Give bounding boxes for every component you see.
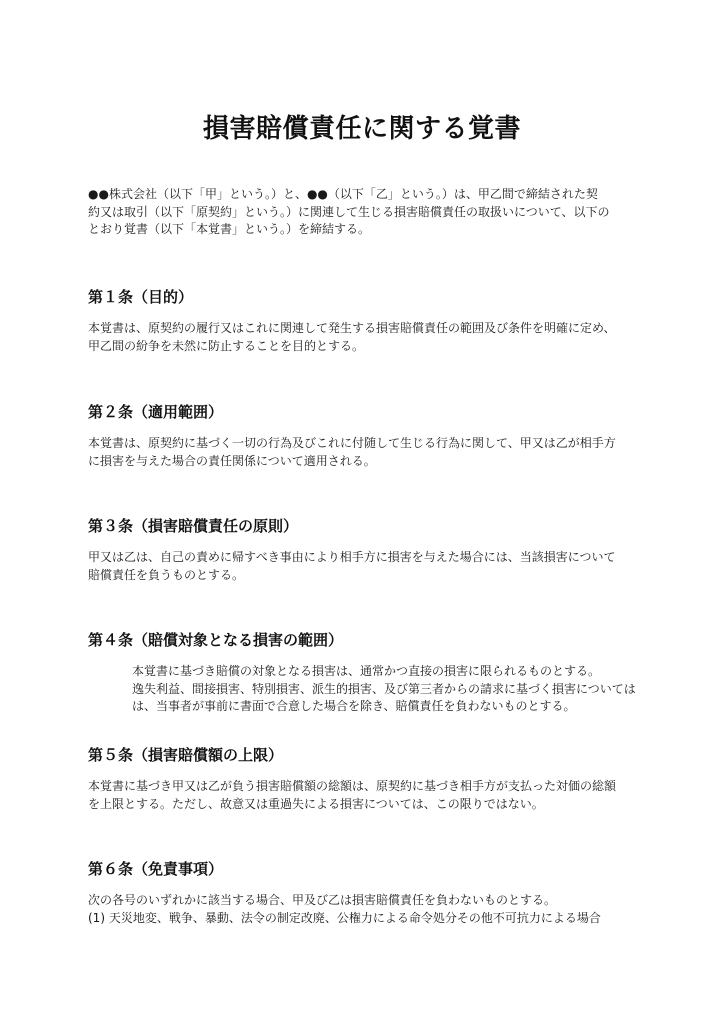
article-4-heading: 第４条（賠償対象となる損害の範囲） — [88, 631, 344, 649]
preamble-line: ●●株式会社（以下「甲」という。）と、●●（以下「乙」という。）は、甲乙間で締結された契 — [88, 187, 598, 201]
article-line: 本覚書に基づき甲又は乙が負う損害賠償額の総額は、原契約に基づき相手方が支払った対価の総額 — [88, 779, 617, 793]
article-4-body — [132, 663, 642, 716]
article-1-heading: 第１条（目的） — [88, 288, 194, 306]
article-1-body — [88, 320, 640, 355]
article-line: 本覚書は、原契約に基づく一切の行為及びこれに付随して生じる行為に関して、甲又は乙が相手方 — [88, 436, 616, 450]
article-2-body — [88, 435, 640, 470]
article-line: 次の各号のいずれかに該当する場合、甲及び乙は損害賠償責任を負わないものとする。 — [88, 893, 557, 907]
article-2-heading: 第２条（適用範囲） — [88, 403, 224, 421]
preamble-line: 約又は取引（以下「原契約」という。）に関連して生じる損害賠償責任の取扱いについて、以下の — [88, 204, 610, 219]
article-6-body — [88, 892, 640, 927]
article-5-body — [88, 778, 640, 813]
article-3-body — [88, 549, 640, 584]
article-line: 甲乙間の紛争を未然に防止することを目的とする。 — [88, 338, 365, 353]
article-3-heading: 第３条（損害賠償責任の原則） — [88, 517, 299, 535]
article-line: を上限とする。ただし、故意又は重過失による損害については、この限りではない。 — [88, 796, 544, 811]
article-line: 賠償責任を負うものとする。 — [88, 567, 245, 582]
article-line: 甲又は乙は、自己の責めに帰すべき事由により相手方に損害を与えた場合には、当該損害について — [88, 550, 616, 564]
preamble-paragraph — [88, 186, 640, 239]
document-title: 損害賠償責任に関する覚書 — [202, 114, 521, 144]
article-line: (1) 天災地変、戦争、暴動、法令の制定改廃、公権力による命令処分その他不可抗力による場合 — [88, 910, 601, 925]
article-line: 本覚書は、原契約の履行又はこれに関連して発生する損害賠償責任の範囲及び条件を明確に定め、 — [88, 321, 616, 335]
article-line: に損害を与えた場合の責任関係について適用される。 — [88, 453, 376, 468]
article-5-heading: 第５条（損害賠償額の上限） — [88, 746, 284, 764]
article-line: は、当事者が事前に書面で合意した場合を除き、賠償責任を負わないものとする。 — [132, 699, 576, 713]
article-line: 本覚書に基づき賠償の対象となる損害は、通常かつ直接の損害に限られるものとする。 — [132, 664, 601, 678]
article-line: 逸失利益、間接損害、特別損害、派生的損害、及び第三者からの請求に基づく損害については — [132, 681, 636, 696]
article-6-heading: 第６条（免責事項） — [88, 860, 224, 878]
preamble-line: とおり覚書（以下「本覚書」という。）を締結する。 — [88, 222, 371, 236]
